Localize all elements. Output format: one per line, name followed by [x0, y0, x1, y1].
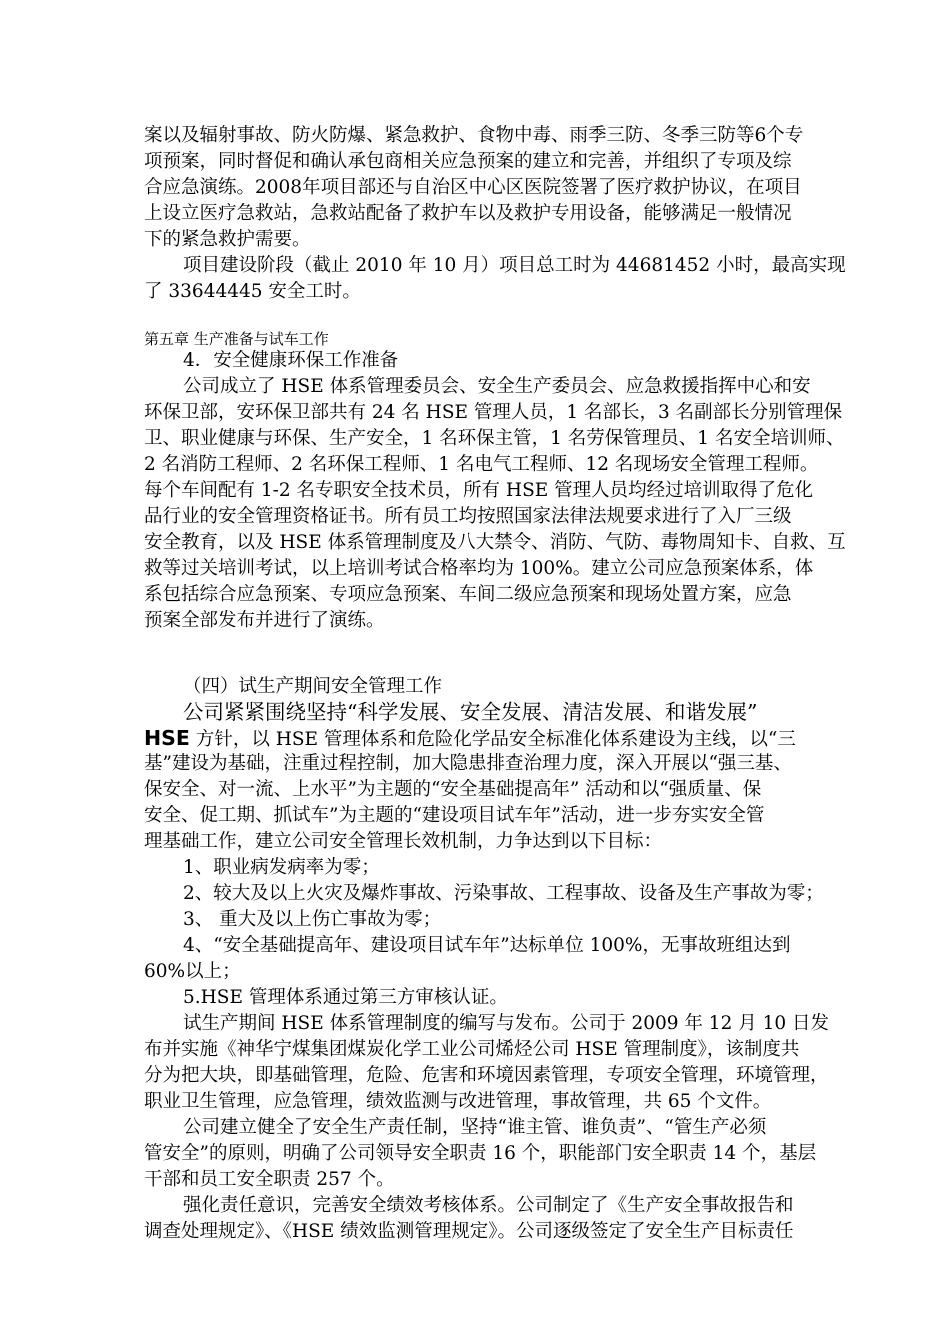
paragraph-1-line: 上设立医疗急救站，急救站配备了救护车以及救护专用设备，能够满足一般情况 — [144, 203, 792, 224]
paragraph-3-line: 救等过关培训考试，以上培训考试合格率均为 100%。建立公司应急预案体系，体 — [144, 558, 814, 579]
paragraph-4-line: 基”建设为基础，注重过程控制，加大隐患排查治理力度，深入开展以“强三基、 — [144, 753, 792, 774]
paragraph-3-line: 安全教育，以及 HSE 体系管理制度及八大禁令、消防、气防、毒物周知卡、自救、互 — [144, 532, 846, 553]
hse-term: HSE — [144, 726, 190, 750]
paragraph-5-line: 布并实施《神华宁煤集团煤炭化学工业公司烯烃公司 HSE 管理制度》，该制度共 — [144, 1039, 800, 1060]
paragraph-7-line: 强化责任意识，完善安全绩效考核体系。公司制定了《生产安全事故报告和 — [183, 1195, 794, 1216]
goal-item: 1、职业病发病率为零； — [183, 857, 380, 878]
paragraph-1-line: 合应急演练。2008年项目部还与自治区中心区医院签署了医疗救护协议，在项目 — [144, 177, 802, 198]
paragraph-5-line: 试生产期间 HSE 体系管理制度的编写与发布。公司于 2009 年 12 月 10 日发 — [183, 1013, 830, 1034]
goal-item: 2、较大及以上火灾及爆炸事故、污染事故、工程事故、设备及生产事故为零； — [183, 883, 824, 904]
paragraph-4-line: 公司紧紧围绕坚持“科学发展、安全发展、清洁发展、和谐发展” — [183, 700, 758, 724]
paragraph-4-line: 理基础工作，建立公司安全管理长效机制，力争达到以下目标： — [144, 831, 663, 852]
paragraph-5-line: 分为把大块，即基础管理，危险、危害和环境因素管理，专项安全管理，环境管理， — [144, 1065, 829, 1086]
section-heading: （四）试生产期间安全管理工作 — [183, 676, 443, 697]
paragraph-2-line: 项目建设阶段（截止 2010 年 10 月）项目总工时为 44681452 小时，最高实现 — [183, 255, 846, 276]
paragraph-4-line: 安全、促工期、抓试车”为主题的“建设项目试车年”活动，进一步夯实安全管 — [144, 805, 765, 826]
paragraph-3-line: 卫、职业健康与环保、生产安全，1 名环保主管，1 名劳保管理员、1 名安全培训师、 — [144, 428, 845, 449]
paragraph-1-line: 下的紧急救护需要。 — [144, 229, 311, 250]
paragraph-5-line: 职业卫生管理，应急管理，绩效监测与改进管理，事故管理，共 65 个文件。 — [144, 1091, 772, 1112]
paragraph-6-line: 干部和员工安全职责 257 个。 — [144, 1169, 395, 1190]
paragraph-3-line: 预案全部发布并进行了演练。 — [144, 610, 385, 631]
paragraph-4-line: 保安全、对一流、上水平”为主题的“安全基础提高年” 活动和以“强质量、保 — [144, 779, 762, 800]
section-heading: 4．安全健康环保工作准备 — [183, 350, 399, 371]
chapter-heading: 第五章 生产准备与试车工作 — [144, 330, 329, 348]
goal-item-continued: 60%以上； — [144, 961, 241, 982]
paragraph-3-line: 每个车间配有 1-2 名专职安全技术员，所有 HSE 管理人员均经过培训取得了危化 — [144, 480, 814, 501]
goal-item: 3、 重大及以上伤亡事故为零； — [183, 909, 442, 930]
paragraph-4-line — [144, 726, 796, 752]
paragraph-3-line: 2 名消防工程师、2 名环保工程师、1 名电气工程师、12 名现场安全管理工程师。 — [144, 454, 819, 475]
paragraph-4-text: 方针，以 HSE 管理体系和危险化学品安全标准化体系建设为主线，以“三 — [189, 729, 796, 750]
paragraph-3-line: 环保卫部，安环保卫部共有 24 名 HSE 管理人员，1 名部长，3 名副部长分别管理保 — [144, 402, 843, 423]
paragraph-1-line: 案以及辐射事故、防火防爆、紧急救护、食物中毒、雨季三防、冬季三防等6个专 — [144, 125, 804, 146]
paragraph-3-line: 系包括综合应急预案、专项应急预案、车间二级应急预案和现场处置方案，应急 — [144, 584, 792, 605]
paragraph-3-line: 公司成立了 HSE 体系管理委员会、安全生产委员会、应急救援指挥中心和安 — [183, 376, 811, 397]
paragraph-1-line: 项预案，同时督促和确认承包商相关应急预案的建立和完善，并组织了专项及综 — [144, 151, 792, 172]
paragraph-6-line: 管安全”的原则，明确了公司领导安全职责 16 个，职能部门安全职责 14 个，基层 — [144, 1143, 817, 1164]
goal-item: 5.HSE 管理体系通过第三方审核认证。 — [183, 987, 508, 1008]
goal-item: 4、“安全基础提高年、建设项目试车年”达标单位 100%，无事故班组达到 — [183, 935, 791, 956]
paragraph-2-line: 了 33644445 安全工时。 — [144, 281, 361, 302]
paragraph-7-line: 调查处理规定》、《HSE 绩效监测管理规定》。公司逐级签定了安全生产目标责任 — [144, 1221, 794, 1242]
paragraph-3-line: 品行业的安全管理资格证书。所有员工均按照国家法律法规要求进行了入厂三级 — [144, 506, 792, 527]
paragraph-6-line: 公司建立健全了安全生产责任制，坚持“谁主管、谁负责”、“管生产必须 — [183, 1117, 767, 1138]
